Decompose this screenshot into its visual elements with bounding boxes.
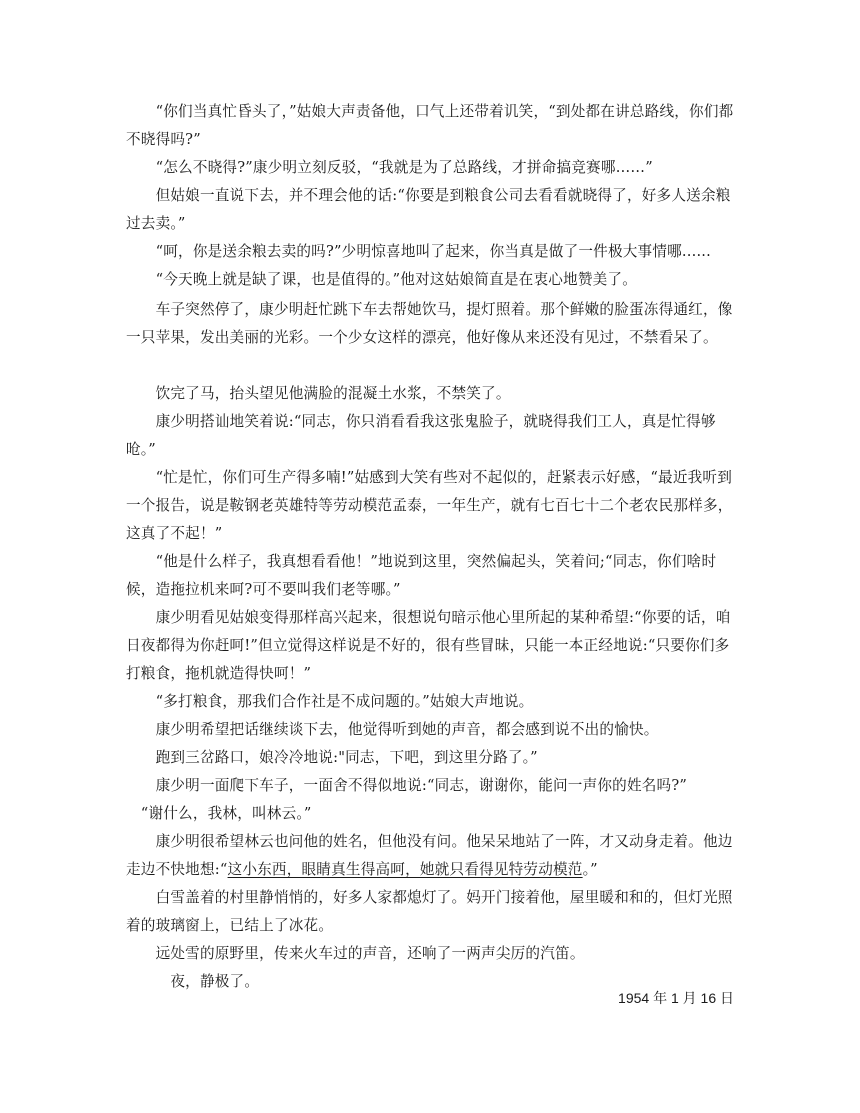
paragraph: 夜，静极了。 — [126, 973, 260, 990]
paragraph: “多打粮食，那我们合作社是不成问题的。”姑娘大声地说。 — [126, 693, 534, 710]
paragraph: 车子突然停了，康少明赶忙跳下车去帮她饮马，提灯照着。那个鲜嫩的脸蛋冻得通红，像一只苹果，发出美丽的光彩。一个少女这样的漂亮，他好像从来还没有见过，不禁看呆了。 — [126, 301, 733, 346]
paragraph: 康少明一面爬下车子，一面舍不得似地说:“同志，谢谢你，能问一声你的姓名吗?” — [126, 777, 688, 794]
date-line: 1954 年 1 月 16 日 — [618, 990, 734, 1006]
paragraph: 远处雪的原野里，传来火车过的声音，还响了一两声尖厉的汽笛。 — [126, 945, 585, 962]
paragraph: 白雪盖着的村里静悄悄的，好多人家都熄灯了。妈开门接着他，屋里暖和和的，但灯光照着的玻璃窗上，已结上了冰花。 — [126, 889, 733, 934]
paragraph: “怎么不晓得?”康少明立刻反驳，“我就是为了总路线，才拼命搞竞赛哪……” — [126, 159, 653, 176]
paragraph: 康少明搭讪地笑着说:“同志，你只消看看我这张鬼脸子，就晓得我们工人，真是忙得够呛。” — [126, 413, 716, 458]
paragraph: “忙是忙，你们可生产得多喃!”姑感到大笑有些对不起似的，赶紧表示好感，“最近我听到一个报告，说是鞍钢老英雄特等劳动模范孟泰，一年生产，就有七百七十二个老农民那样多，这真了不起！” — [126, 469, 733, 542]
paragraph — [126, 828, 736, 884]
paragraph: 跑到三岔路口，娘冷冷地说:"同志，下吧，到这里分路了。” — [126, 749, 538, 766]
paragraph: “他是什么样子，我真想看看他！”地说到这里，突然偏起头，笑着问;“同志，你们啥时候，造拖拉机来呵?可不要叫我们老等哪。” — [126, 553, 717, 598]
quote-close: 。” — [582, 861, 598, 878]
paragraph: 康少明希望把话继续谈下去，他觉得听到她的声音，都会感到说不出的愉快。 — [126, 721, 659, 738]
paragraph: 饮完了马，抬头望见他满脸的混凝土水浆，不禁笑了。 — [126, 385, 511, 402]
paragraph: “今天晚上就是缺了课，也是值得的。”他对这姑娘简直是在衷心地赞美了。 — [126, 271, 638, 288]
underlined-quote: 这小东西，眼睛真生得高呵，她就只看得见特劳动模范 — [227, 861, 583, 878]
paragraph: 康少明看见姑娘变得那样高兴起来，很想说句暗示他心里所起的某种希望:“你要的话，咱日夜都得为你赶呵!”但立觉得这样说是不好的，很有些冒昧，只能一本正经地说:“只要你们多打粮食，拖机就造得快呵！” — [126, 609, 731, 682]
paragraph: 但姑娘一直说下去，并不理会他的话:“你要是到粮食公司去看看就晓得了，好多人送余粮过去卖。” — [126, 187, 731, 232]
paragraph-text: 康少明很希望林云也问他的姓名，但他没有问。他呆呆地站了一阵，才又动身走着。他边走边不快地想:“ — [126, 833, 733, 878]
paragraph: “谢什么，我林，叫林云。” — [126, 805, 312, 822]
paragraph: “呵，你是送余粮去卖的吗?”少明惊喜地叫了起来，你当真是做了一件极大事情哪...... — [126, 243, 711, 260]
paragraph: “你们当真忙昏头了，”姑娘大声责备他，口气上还带着讥笑，“到处都在讲总路线，你们都不晓得吗?” — [126, 103, 734, 148]
